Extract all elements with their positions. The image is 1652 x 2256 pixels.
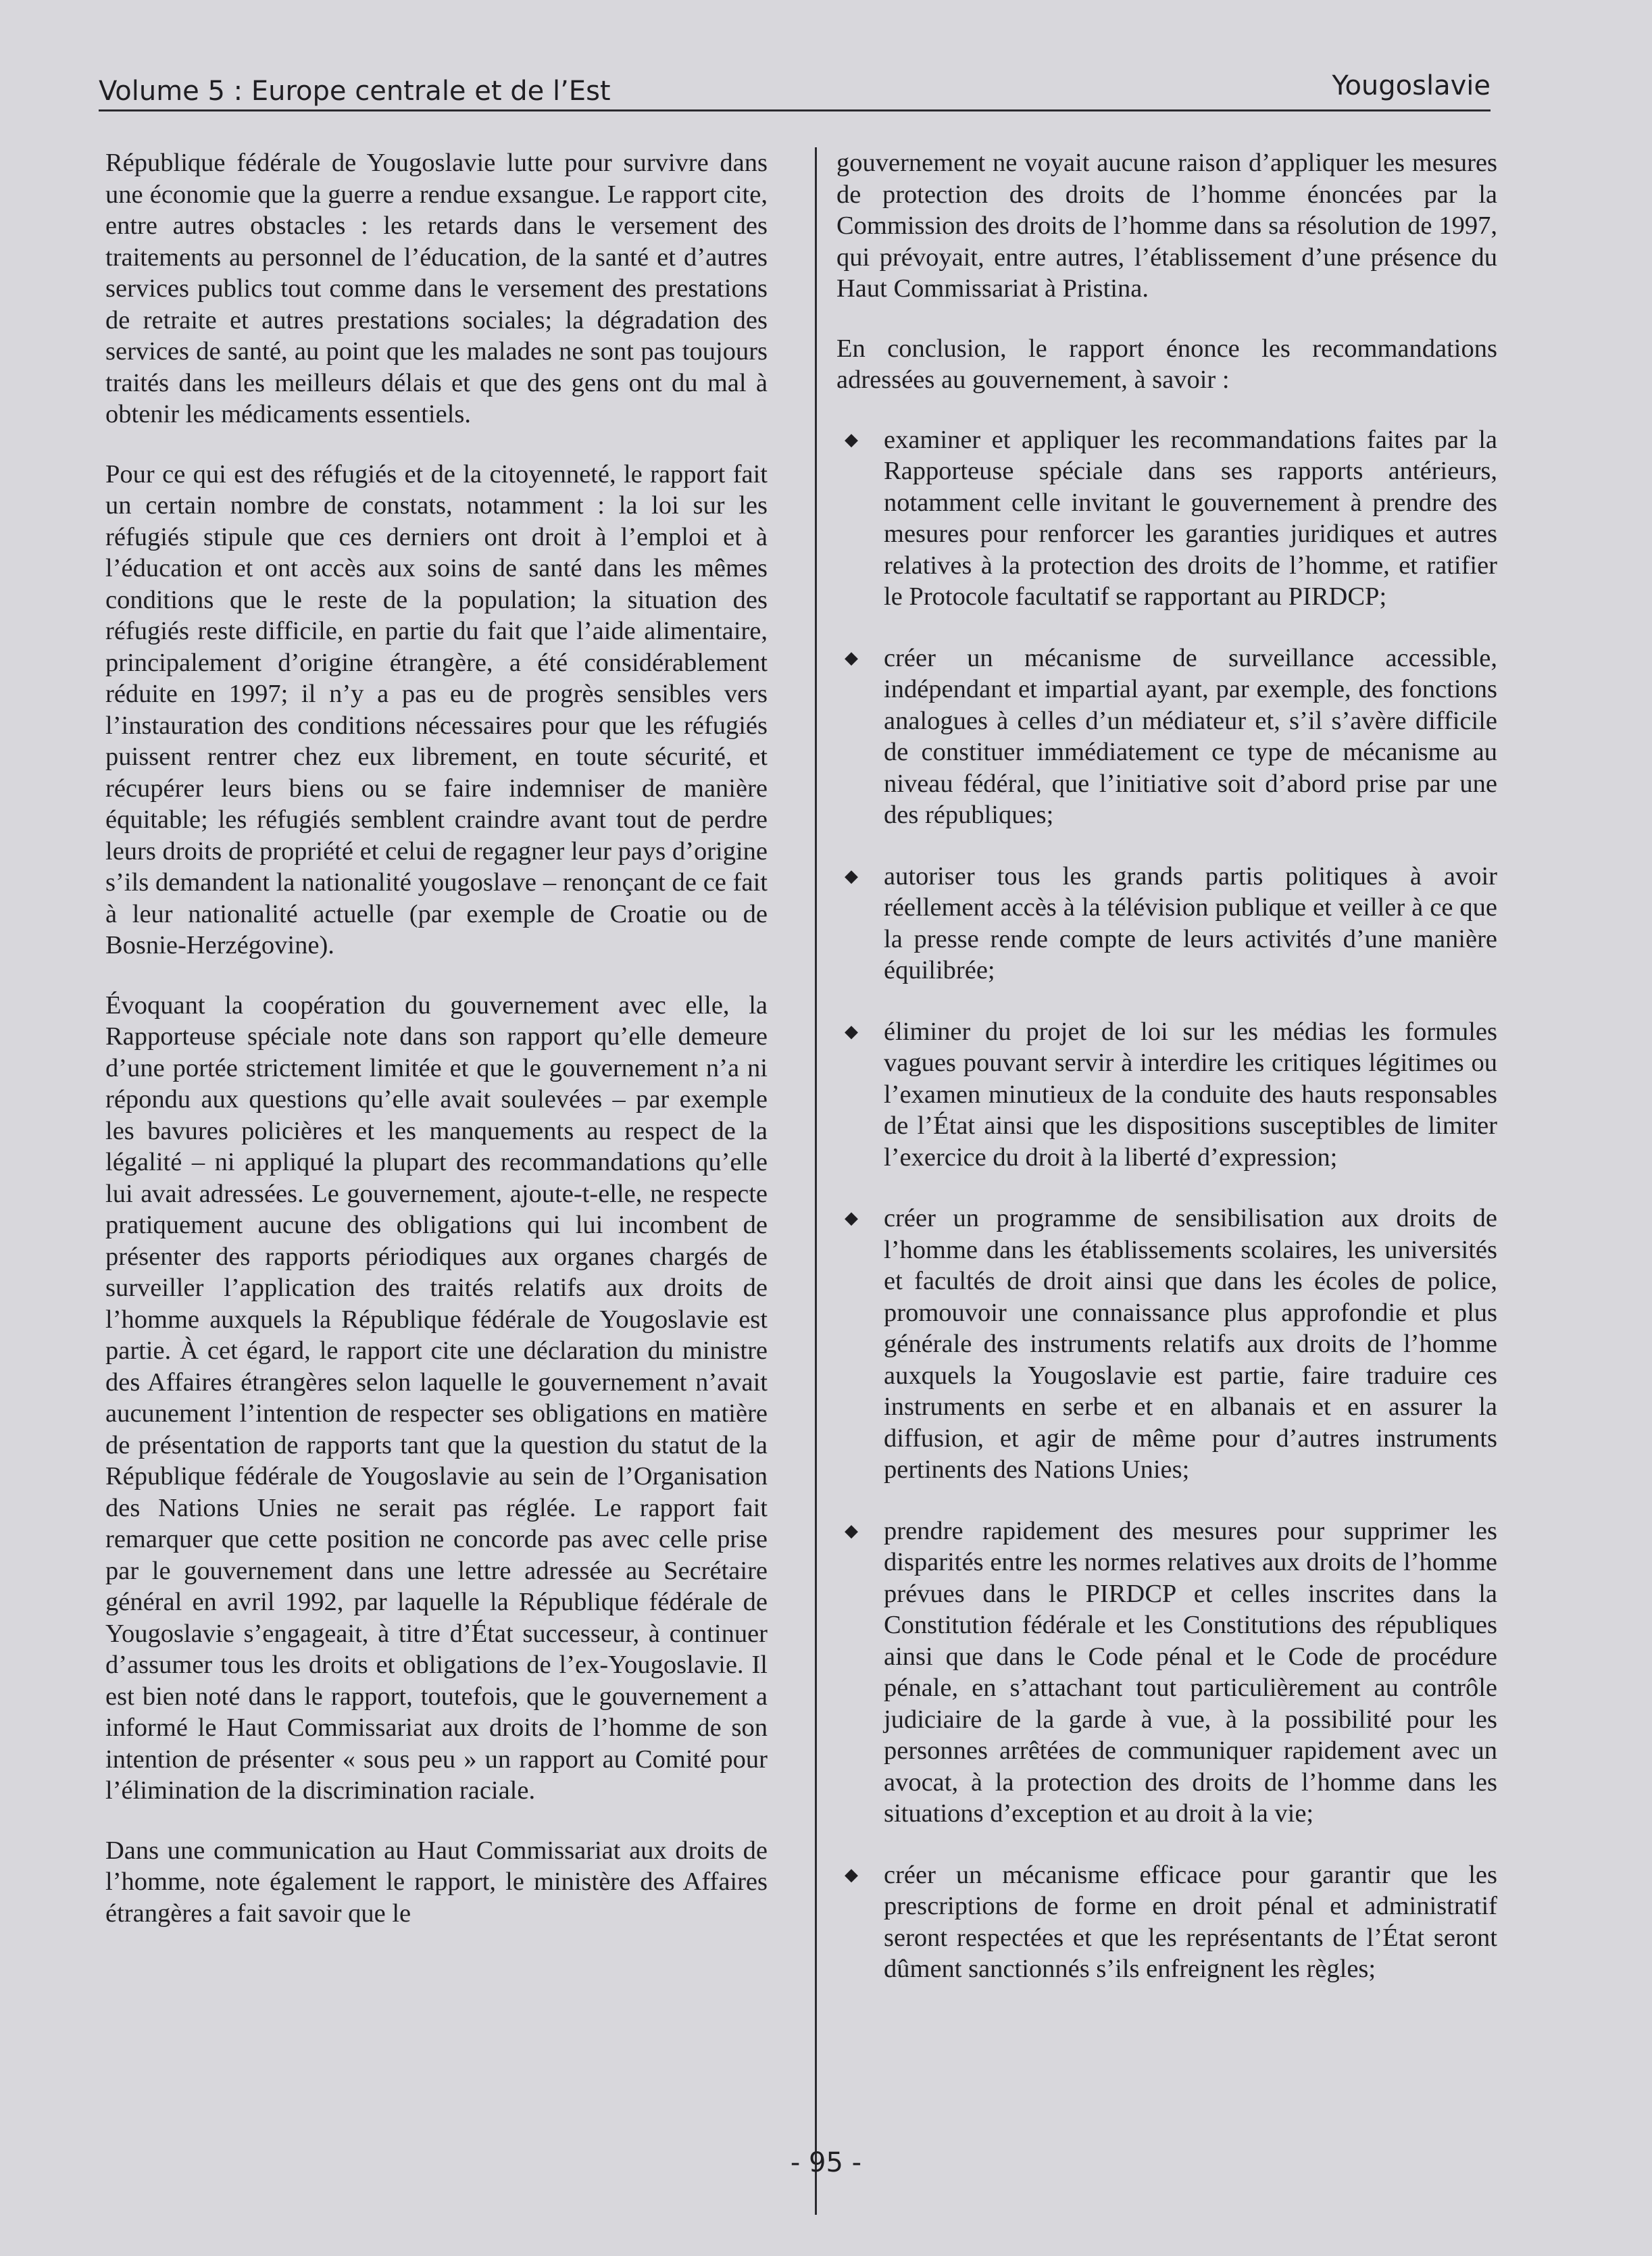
paragraph: En conclusion, le rapport énonce les recommandations adressées au gouvernement, à savoir : [836, 334, 1497, 394]
paragraph: République fédérale de Yougoslavie lutte pour survivre dans une économie que la guerre a rendue exsangue. Le rapport cite, entre autres obstacles : les retards dans le versement des traitements au personnel de l’éducation, de la santé et d’autres services publics tout comme dans le versement des prestations de retraite et autres prestations sociales; la dégradation des services de santé, au point que les malades ne sont pas toujours traités dans les meilleurs délais et que des gens ont du mal à obtenir les médicaments essentiels. [105, 149, 768, 428]
list-item-text: créer un mécanisme efficace pour garantir que les prescriptions de forme en droit pénal et administratif seront respectées et que les représentants de l’État seront dûment sanctionnés s’ils enfreignent les règles; [884, 1860, 1497, 1983]
list-item [836, 1515, 1497, 1830]
list-item-text: prendre rapidement des mesures pour supprimer les disparités entre les normes relatives aux droits de l’homme prévues dans le PIRDCP et celles inscrites dans la Constitution fédérale et les Constitutions des républiques ainsi que dans le Code pénal et le Code de procédure pénale, en s’attachant tout particulièrement au contrôle judiciaire de la garde à vue, à la possibilité pour les personnes arrêtées de communiquer rapidement avec un avocat, à la protection des droits de l’homme dans les situations d’exception et au droit à la vie; [884, 1516, 1497, 1828]
list-item-text: autoriser tous les grands partis politiques à avoir réellement accès à la télévision publique et veiller à ce que la presse rende compte de leurs activités d’une manière équilibrée; [884, 861, 1497, 984]
page-number: - 95 - [790, 2147, 862, 2178]
list-item-text: créer un mécanisme de surveillance accessible, indépendant et impartial ayant, par exemple, des fonctions analogues à celles d’un médiateur et, s’il s’avère difficile de constituer immédiatement ce type de mécanisme au niveau fédéral, que l’initiative soit d’abord prise par une des républiques; [884, 643, 1497, 829]
diamond-bullet-icon: ◆ [845, 1021, 858, 1041]
paragraph: gouvernement ne voyait aucune raison d’appliquer les mesures de protection des droits de l’homme énoncées par la Commission des droits de l’homme dans sa résolution de 1997, qui prévoyait, entre autres, l’établissement d’une présence du Haut Commissariat à Pristina. [836, 149, 1497, 303]
list-item [836, 861, 1497, 986]
running-header [99, 62, 1491, 111]
list-item [836, 643, 1497, 831]
paragraph: Évoquant la coopération du gouvernement avec elle, la Rapporteuse spéciale note dans son rapport qu’elle demeure d’une portée strictement limitée et que le gouvernement n’a ni répondu aux questions qu’elle avait soulevées – par exemple les bavures policières et les manquements au respect de la légalité – ni appliqué la plupart des recommandations qu’elle lui avait adressées. Le gouvernement, ajoute-t-elle, ne respecte pratiquement aucune des obligations qui lui incombent de présenter des rapports périodiques aux organes chargés de surveiller l’application des traités relatifs aux droits de l’homme auxquels la République fédérale de Yougoslavie est partie. À cet égard, le rapport cite une déclaration du ministre des Affaires étrangères selon laquelle le gouvernement n’avait aucunement l’intention de respecter ses obligations en matière de présentation de rapports tant que la question du statut de la République fédérale de Yougoslavie au sein de l’Organisation des Nations Unies ne serait pas réglée. Le rapport fait remarquer que cette position ne concorde pas avec celle prise par le gouvernement dans une lettre adressée au Secrétaire général en avril 1992, par laquelle la République fédérale de Yougoslavie s’engageait, à titre d’État successeur, à continuer d’assumer tous les droits et obligations de l’ex-Yougoslavie. Il est bien noté dans le rapport, toutefois, que le gouvernement a informé le Haut Commissariat aux droits de l’homme de son intention de présenter « sous peu » un rapport au Comité pour l’élimination de la discrimination raciale. [105, 991, 768, 1805]
diamond-bullet-icon: ◆ [845, 1864, 858, 1884]
list-item [836, 424, 1497, 613]
diamond-bullet-icon: ◆ [845, 1520, 858, 1540]
diamond-bullet-icon: ◆ [845, 866, 858, 886]
diamond-bullet-icon: ◆ [845, 1208, 858, 1228]
list-item [836, 1016, 1497, 1174]
list-item [836, 1859, 1497, 1985]
list-item-text: éliminer du projet de loi sur les médias les formules vagues pouvant servir à interdire les critiques légitimes ou l’examen minutieux de la conduite des hauts responsables de l’État ainsi que les dispositions susceptibles de limiter l’exercice du droit à la liberté d’expression; [884, 1017, 1497, 1172]
left-column [105, 147, 768, 1957]
diamond-bullet-icon: ◆ [845, 429, 858, 449]
header-country: Yougoslavie [1332, 70, 1491, 101]
column-divider [815, 147, 817, 2215]
right-column [836, 147, 1497, 2015]
list-item-text: examiner et appliquer les recommandations faites par la Rapporteuse spéciale dans ses rapports antérieurs, notamment celle invitant le gouvernement à prendre des mesures pour renforcer les garanties juridiques et autres relatives à la protection des droits de l’homme, et ratifier le Protocole facultatif se rapportant au PIRDCP; [884, 425, 1497, 611]
list-item [836, 1203, 1497, 1486]
recommendations-list [836, 424, 1497, 1985]
paragraph: Pour ce qui est des réfugiés et de la citoyenneté, le rapport fait un certain nombre de constats, notamment : la loi sur les réfugiés stipule que ces derniers ont droit à l’emploi et à l’éducation et ont accès aux soins de santé dans les mêmes conditions que le reste de la population; la situation des réfugiés reste difficile, en partie du fait que l’aide alimentaire, principalement d’origine étrangère, a été considérablement réduite en 1997; il n’y a pas eu de progrès sensibles vers l’instauration des conditions nécessaires pour que les réfugiés puissent rentrer chez eux librement, en toute sécurité, et récupérer leurs biens ou se faire indemniser de manière équitable; les réfugiés semblent craindre avant tout de perdre leurs droits de propriété et celui de regagner leur pays d’origine s’ils demandent la nationalité yougoslave – renonçant de ce fait à leur nationalité actuelle (par exemple de Croatie ou de Bosnie-Herzégovine). [105, 459, 768, 959]
diamond-bullet-icon: ◆ [845, 647, 858, 668]
header-volume-title: Volume 5 : Europe centrale et de l’Est [99, 76, 611, 107]
list-item-text: créer un programme de sensibilisation aux droits de l’homme dans les établissements scolaires, les universités et facultés de droit ainsi que dans les écoles de police, promouvoir une connaissance plus approfondie et plus générale des instruments relatifs aux droits de l’homme auxquels la Yougoslavie est partie, faire traduire ces instruments en serbe et en albanais et en assurer la diffusion, et agir de même pour d’autres instruments pertinents des Nations Unies; [884, 1204, 1497, 1484]
paragraph: Dans une communication au Haut Commissariat aux droits de l’homme, note également le rapport, le ministère des Affaires étrangères a fait savoir que le [105, 1836, 768, 1928]
